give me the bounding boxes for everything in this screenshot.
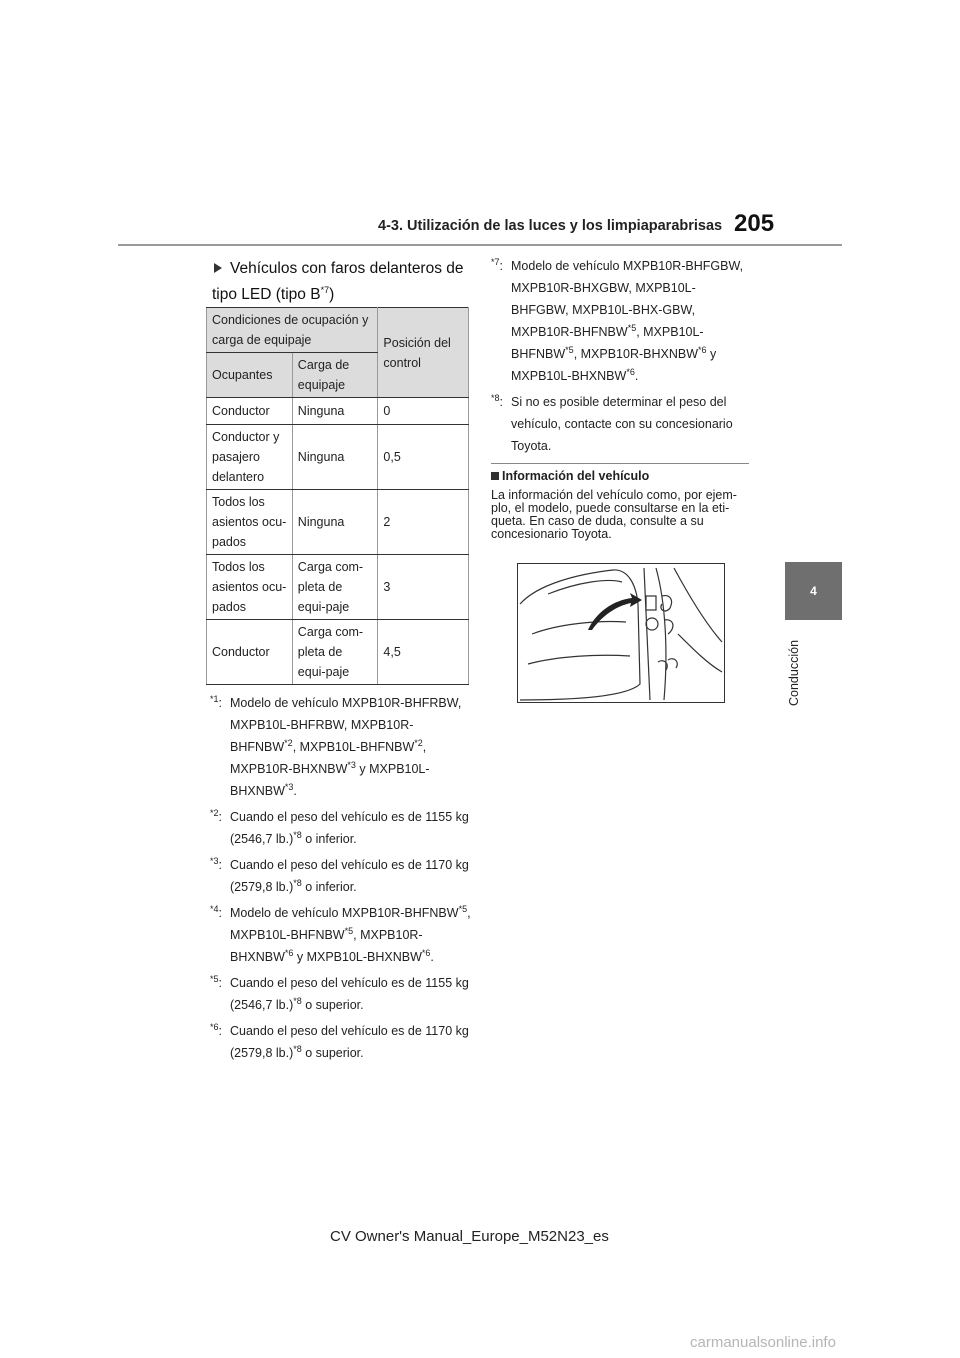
cell-cargo: Carga com-pleta de equi-paje <box>292 555 378 620</box>
cell-occupants: Todos los asientos ocu-pados <box>207 490 293 555</box>
section-divider <box>491 463 749 464</box>
section-title: 4-3. Utilización de las luces y los limpiaparabrisas <box>378 218 723 234</box>
table-header-main: Condiciones de ocupación y carga de equipaje <box>207 308 378 353</box>
footnote-marker: $^{*2}$: <box>210 807 222 824</box>
footnote <box>210 854 472 898</box>
footnote-marker: $^{*3}$: <box>210 855 222 872</box>
page-footer: CV Owner's Manual_Europe_M52N23_es <box>330 1228 609 1245</box>
chapter-tab: 4 <box>785 562 842 620</box>
footnote <box>210 806 472 850</box>
load-condition-table <box>206 307 469 685</box>
cell-cargo: Ninguna <box>292 490 378 555</box>
heading-close: ) <box>329 286 335 303</box>
triangle-bullet-icon <box>214 263 222 273</box>
heading-text: Vehículos con faros delanteros de tipo LED (tipo B <box>212 260 464 303</box>
footnote-marker: $^{*6}$: <box>210 1021 222 1038</box>
cell-position: 0,5 <box>378 425 469 490</box>
footnote <box>210 1020 472 1064</box>
cell-position: 4,5 <box>378 620 469 685</box>
cell-occupants: Conductor <box>207 620 293 685</box>
footnote-marker: $^{*7}$: <box>491 256 503 273</box>
table-row <box>207 620 469 685</box>
square-bullet-icon <box>491 472 499 480</box>
table-header-occupants: Ocupantes <box>207 353 293 398</box>
table-row <box>207 425 469 490</box>
footnotes-left <box>210 692 472 1068</box>
footnote-text: Si no es posible determinar el peso del vehículo, contacte con su concesionario Toyota. <box>511 395 733 453</box>
header-rule <box>118 244 842 246</box>
page-number: 205 <box>734 210 775 237</box>
footnote <box>491 391 753 457</box>
footnote <box>210 692 472 802</box>
footnote-text: Modelo de vehículo MXPB10R-BHFNBW$^{*5}$, MXPB10L-BHFNBW$^{*5}$, MXPB10R-BHXNBW$^{*6}$ y MXPB10L-BHXNBW$^{*6}$. <box>230 903 471 964</box>
footnote-marker: $^{*4}$: <box>210 903 222 920</box>
cell-occupants: Conductor y pasajero delantero <box>207 425 293 490</box>
table-row <box>207 490 469 555</box>
info-heading-text: Información del vehículo <box>502 469 650 483</box>
chapter-label <box>787 628 805 706</box>
cell-position: 2 <box>378 490 469 555</box>
footnote-marker: $^{*8}$: <box>491 392 503 409</box>
table-row <box>207 555 469 620</box>
cell-position: 0 <box>378 398 469 425</box>
footnote-text: Cuando el peso del vehículo es de 1155 kg (2546,7 lb.)$^{*8}$ o inferior. <box>230 810 469 846</box>
footnote <box>210 902 472 968</box>
footnote-text: Modelo de vehículo MXPB10R-BHFRBW, MXPB10L-BHFRBW, MXPB10R-BHFNBW$^{*2}$, MXPB10L-BHFNBW$^{*2}$, MXPB10R-BHXNBW$^{*3}$ y MXPB10L-BHXNBW$^{*3}$. <box>230 696 462 798</box>
watermark: carmanualsonline.info <box>690 1334 836 1351</box>
cell-cargo: Carga com-pleta de equi-paje <box>292 620 378 685</box>
table-header-cargo: Carga de equipaje <box>292 353 378 398</box>
cell-cargo: Ninguna <box>292 425 378 490</box>
table-row <box>207 398 469 425</box>
section-heading <box>212 256 472 308</box>
footnote-marker: $^{*5}$: <box>210 973 222 990</box>
footnote-text: Cuando el peso del vehículo es de 1170 kg (2579,8 lb.)$^{*8}$ o superior. <box>230 1024 469 1060</box>
footnote-text: Cuando el peso del vehículo es de 1155 kg (2546,7 lb.)$^{*8}$ o superior. <box>230 976 469 1012</box>
heading-footnote-ref: *7 <box>320 284 330 295</box>
table-header-position: Posición del control <box>378 308 469 398</box>
footnote <box>210 972 472 1016</box>
vehicle-label-illustration <box>517 563 725 703</box>
info-heading <box>491 469 649 483</box>
cell-occupants: Conductor <box>207 398 293 425</box>
footnote-text: Modelo de vehículo MXPB10R-BHFGBW, MXPB10R-BHXGBW, MXPB10L-BHFGBW, MXPB10L-BHX-GBW, MXPB10R-BHFNBW$^{*5}$, MXPB10L-BHFNBW$^{*5}$, MXPB10R-BHXNBW$^{*6}$ y MXPB10L-BHXNBW$^{*6}$. <box>511 259 744 383</box>
arrow-icon <box>588 593 642 630</box>
info-paragraph: La información del vehículo como, por ejem-plo, el modelo, puede consultarse en la eti-queta. En caso de duda, consulte a su concesionario Toyota. <box>491 488 737 541</box>
cell-position: 3 <box>378 555 469 620</box>
door-pillar-drawing <box>518 564 724 702</box>
footnote <box>491 255 753 387</box>
footnote-marker: $^{*1}$: <box>210 693 222 710</box>
footnote-text: Cuando el peso del vehículo es de 1170 kg (2579,8 lb.)$^{*8}$ o inferior. <box>230 858 469 894</box>
chapter-label-text: Conducción <box>787 639 801 706</box>
footnotes-right <box>491 255 753 461</box>
cell-occupants: Todos los asientos ocu-pados <box>207 555 293 620</box>
cell-cargo: Ninguna <box>292 398 378 425</box>
